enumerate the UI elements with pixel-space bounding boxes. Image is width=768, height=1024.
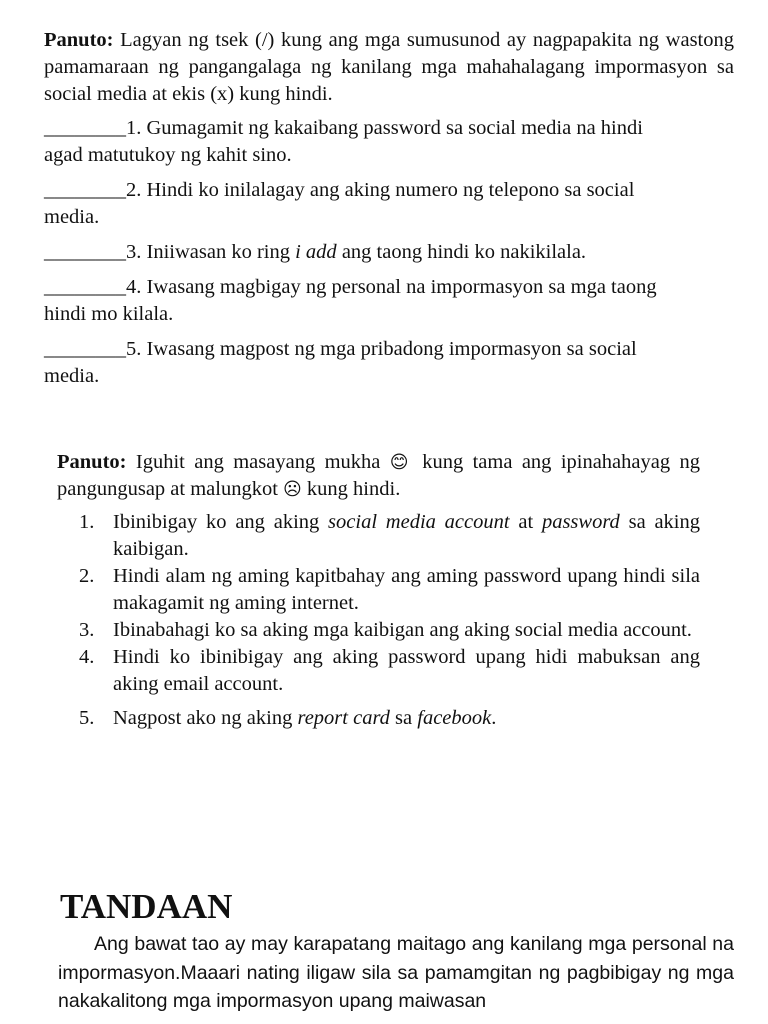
tandaan-heading: TANDAAN bbox=[60, 887, 233, 926]
statement-number: 2. bbox=[79, 565, 95, 587]
statement-text: Ibinibigay ko ang aking bbox=[113, 511, 329, 533]
happy-face-icon: 😊 bbox=[389, 452, 413, 473]
answer-blank[interactable]: ________ bbox=[44, 117, 126, 139]
answer-blank[interactable]: ________ bbox=[44, 276, 126, 298]
statement-text: sa bbox=[389, 707, 418, 729]
item-text-continued: media. bbox=[44, 365, 100, 387]
item-text: 2. Hindi ko inilalagay ang aking numero ng telepono sa social bbox=[126, 179, 635, 201]
statements-list bbox=[57, 509, 700, 732]
statement-text: sa aking kaibigan. bbox=[113, 511, 701, 560]
item-text-end: ang taong hindi ko nakikilala. bbox=[336, 241, 587, 263]
checklist-item-3 bbox=[44, 239, 734, 266]
item-text-italic: i add bbox=[295, 241, 337, 263]
item-text-continued: agad matutukoy ng kahit sino. bbox=[44, 144, 292, 166]
instruction-label: Panuto: bbox=[57, 451, 127, 473]
statement-text: Hindi ko ibinibigay ang aking password upang hidi mabuksan ang aking email account. bbox=[113, 646, 700, 695]
statement-text-italic: password bbox=[541, 511, 620, 533]
statement-number: 4. bbox=[79, 646, 95, 668]
tandaan-paragraph bbox=[58, 930, 734, 1016]
item-text-continued: media. bbox=[44, 206, 100, 228]
section-faces bbox=[57, 449, 700, 732]
statement-item-2 bbox=[57, 563, 700, 617]
statement-item-1 bbox=[57, 509, 700, 563]
statement-text: Nagpost ako ng aking bbox=[113, 707, 298, 729]
statement-text-italic: report card bbox=[297, 707, 390, 729]
item-text: 1. Gumagamit ng kakaibang password sa social media na hindi bbox=[126, 117, 643, 139]
statement-text-italic: social media account bbox=[328, 511, 510, 533]
statement-number: 3. bbox=[79, 619, 95, 641]
instruction-text: kung hindi. bbox=[301, 478, 401, 500]
statement-item-4 bbox=[57, 644, 700, 698]
item-text: 3. Iniiwasan ko ring bbox=[126, 241, 296, 263]
sad-face-icon: ☹ bbox=[283, 479, 302, 500]
statement-text: at bbox=[509, 511, 542, 533]
statement-number: 5. bbox=[79, 707, 95, 729]
statement-item-5 bbox=[57, 705, 700, 732]
checklist-item-2 bbox=[44, 177, 734, 231]
statement-text: Ibinabahagi ko sa aking mga kaibigan ang aking social media account. bbox=[113, 619, 692, 641]
instruction-text: Lagyan ng tsek (/) kung ang mga sumusunod ay nagpapakita ng wastong pamamaraan ng pangangalaga ng kanilang mga mahahalagang impormasyon sa social media at ekis (x) kung hindi. bbox=[44, 29, 734, 105]
instruction-label: Panuto: bbox=[44, 29, 114, 51]
statement-item-3 bbox=[57, 617, 700, 644]
answer-blank[interactable]: ________ bbox=[44, 338, 126, 360]
answer-blank[interactable]: ________ bbox=[44, 241, 126, 263]
statement-text: Hindi alam ng aming kapitbahay ang aming password upang hindi sila makagamit ng aming internet. bbox=[113, 565, 700, 614]
section-checklist bbox=[44, 27, 734, 390]
instruction-paragraph bbox=[44, 27, 734, 108]
item-text-continued: hindi mo kilala. bbox=[44, 303, 174, 325]
instruction-text: kung tama ang ipinahahayag ng pangungusap at malungkot bbox=[57, 451, 700, 500]
statement-text-italic: facebook bbox=[417, 707, 492, 729]
instruction-paragraph bbox=[57, 449, 700, 503]
statement-number: 1. bbox=[79, 511, 95, 533]
item-text: 4. Iwasang magbigay ng personal na impormasyon sa mga taong bbox=[126, 276, 657, 298]
answer-blank[interactable]: ________ bbox=[44, 179, 126, 201]
item-text: 5. Iwasang magpost ng mga pribadong impormasyon sa social bbox=[126, 338, 637, 360]
instruction-text: Iguhit ang masayang mukha bbox=[126, 451, 390, 473]
checklist-item-5 bbox=[44, 336, 734, 390]
tandaan-text: Ang bawat tao ay may karapatang maitago ang kanilang mga personal na impormasyon.Maaari nating iligaw sila sa pamamgitan ng pagbibigay ng mga nakakalitong mga impormasyon upang maiwasan bbox=[58, 933, 734, 1012]
checklist-item-1 bbox=[44, 115, 734, 169]
statement-text: . bbox=[491, 707, 497, 729]
checklist-item-4 bbox=[44, 274, 734, 328]
